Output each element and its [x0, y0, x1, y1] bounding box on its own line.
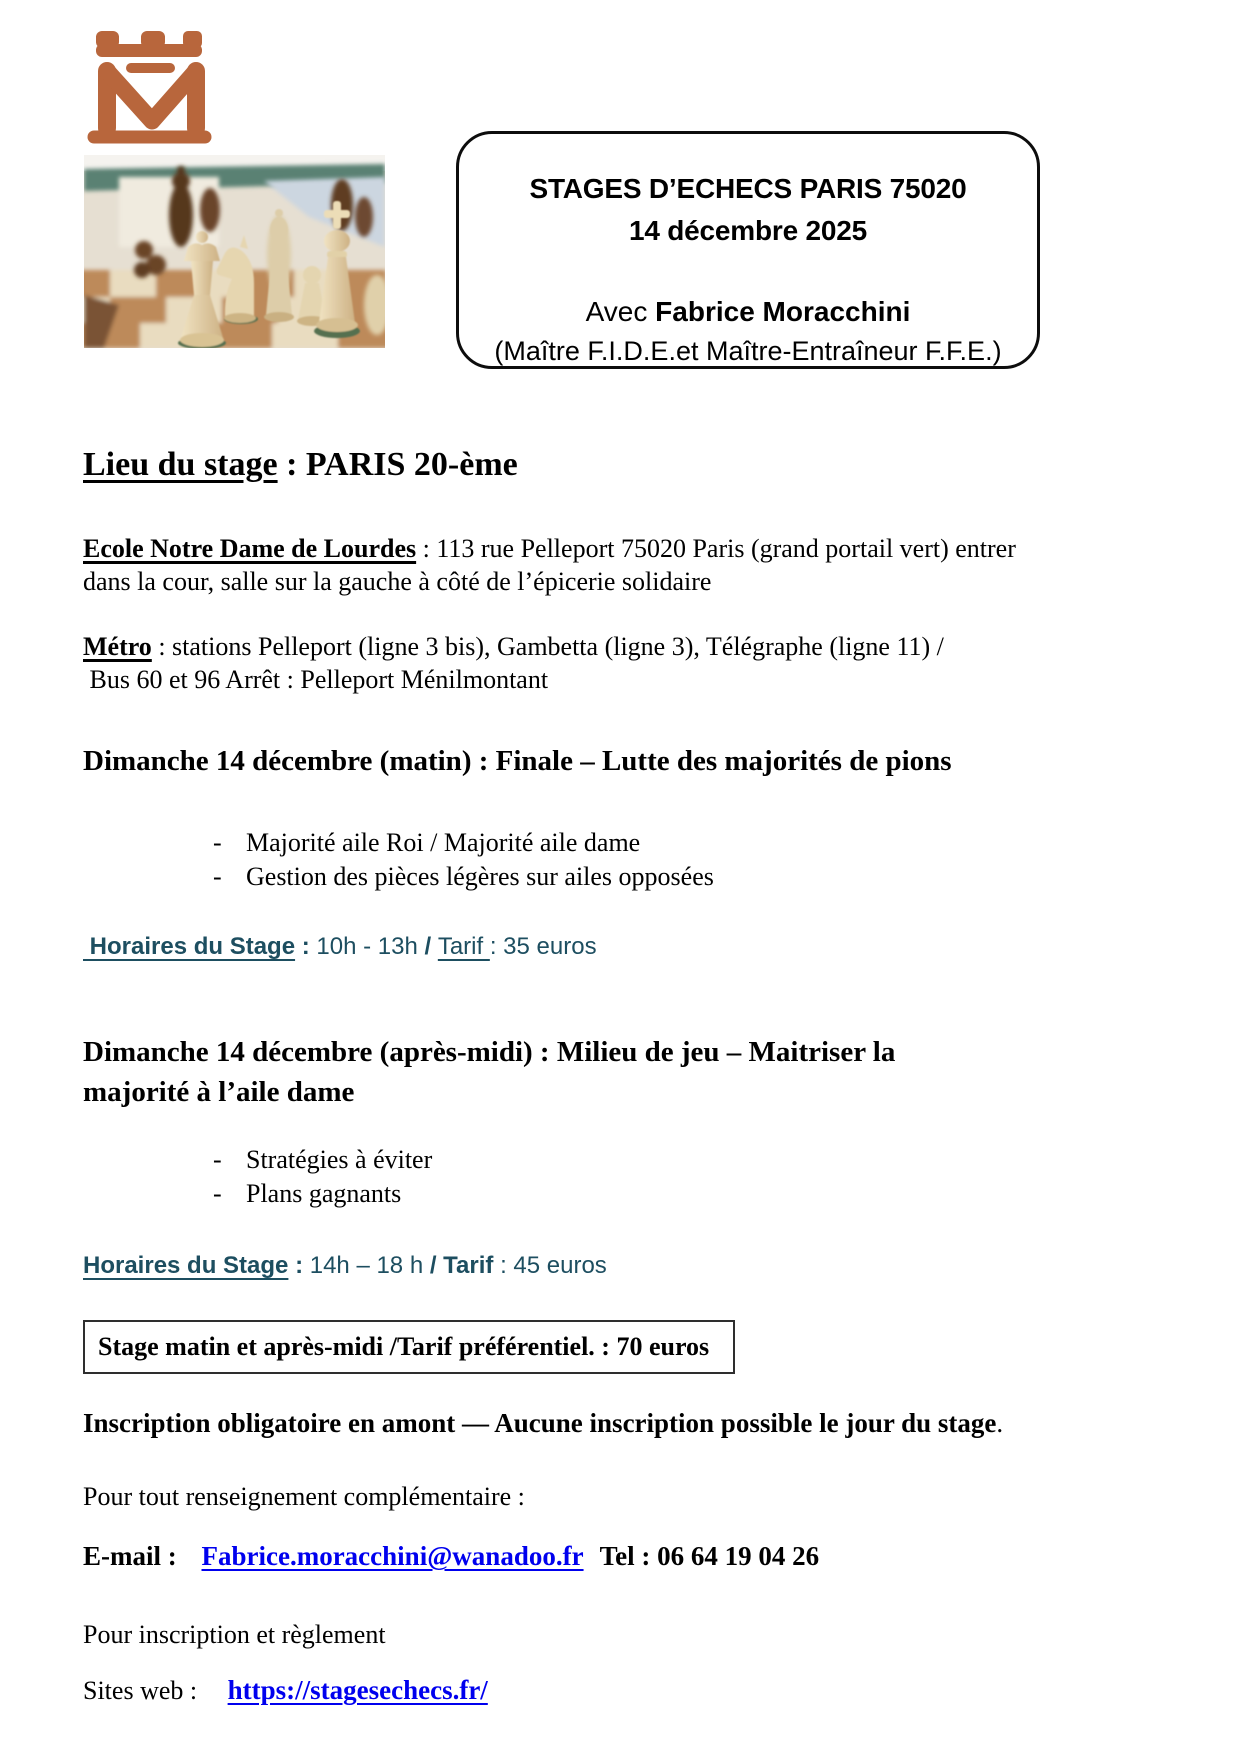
topic-text: Majorité aile Roi / Majorité aile dame [246, 828, 641, 857]
lieu-label: Lieu du stage [83, 446, 278, 483]
email-link[interactable]: Fabrice.moracchini@wanadoo.fr [201, 1541, 584, 1571]
topic-text: Plans gagnants [246, 1179, 402, 1208]
time-range: 14h – 18 h [309, 1252, 430, 1279]
instructor-name: Fabrice Moracchini [655, 296, 911, 327]
contact-line [83, 1541, 819, 1572]
website-link[interactable]: https://stagesechecs.fr/ [227, 1675, 488, 1705]
list-item [213, 860, 714, 894]
bullet-dash: - [213, 1145, 222, 1174]
school-address-line2: dans la cour, salle sur la gauche à côté de l’épicerie solidaire [83, 567, 712, 596]
afternoon-topics-list [213, 1143, 432, 1211]
info-line: Pour tout renseignement complémentaire : [83, 1482, 525, 1511]
event-date: 14 décembre 2025 [628, 215, 868, 246]
colon: : [288, 1252, 310, 1279]
slash: / [424, 933, 438, 960]
instructor-line [459, 292, 1037, 332]
bullet-dash: - [213, 862, 222, 891]
time-range: 10h - 13h [316, 933, 425, 960]
lieu-value: : PARIS 20-ème [277, 446, 518, 483]
afternoon-schedule-line [83, 1252, 607, 1280]
metro-label: Métro [83, 632, 152, 661]
school-name: Ecole Notre Dame de Lourdes [83, 534, 417, 563]
topic-text: Gestion des pièces légères sur ailes opposées [246, 862, 714, 891]
morning-schedule-line [83, 933, 597, 961]
tarif-value: : 35 euros [489, 933, 597, 960]
avec-text: Avec [585, 296, 656, 327]
period: . [996, 1408, 1004, 1438]
bullet-dash: - [213, 1179, 222, 1208]
email-label: E-mail : [83, 1541, 184, 1571]
slash-tarif-label: / Tarif [429, 1252, 494, 1279]
mandatory-registration-line [83, 1408, 1003, 1439]
afternoon-heading-line2: majorité à l’aile dame [83, 1076, 355, 1108]
websites-line [83, 1674, 488, 1707]
phone-number: Tel : 06 64 19 04 26 [599, 1541, 820, 1571]
combined-tarif-text: Stage matin et après-midi /Tarif préférentiel. : 70 euros [98, 1332, 710, 1361]
list-item [213, 1177, 432, 1211]
club-logo-crowned-m-icon [86, 28, 214, 148]
instructor-credentials: (Maître F.I.D.E.et Maître-Entraîneur F.F.E.) [494, 336, 1002, 366]
payment-line: Pour inscription et règlement [83, 1620, 386, 1649]
colon: : [295, 933, 317, 960]
section-heading-morning: Dimanche 14 décembre (matin) : Finale – Lutte des majorités de pions [83, 745, 952, 777]
metro-stations: : stations Pelleport (ligne 3 bis), Gambetta (ligne 3), Télégraphe (ligne 11) / [151, 632, 944, 661]
combined-tarif-box [83, 1320, 735, 1374]
afternoon-heading-line1: Dimanche 14 décembre (après-midi) : Milieu de jeu – Maitriser la [83, 1036, 896, 1068]
bullet-dash: - [213, 828, 222, 857]
list-item [213, 826, 714, 860]
transport-paragraph [83, 630, 1163, 696]
topic-text: Stratégies à éviter [246, 1145, 433, 1174]
school-address-paragraph [83, 532, 1163, 598]
tarif-value: : 45 euros [493, 1252, 607, 1279]
tarif-label: Tarif [437, 933, 490, 960]
sites-label: Sites web : [83, 1676, 204, 1705]
school-address: : 113 rue Pelleport 75020 Paris (grand portail vert) entrer [416, 534, 1016, 563]
mandatory-registration-text: Inscription obligatoire en amont — Aucune inscription possible le jour du stage [83, 1408, 997, 1438]
list-item [213, 1143, 432, 1177]
chess-pieces-photo [84, 155, 385, 348]
morning-topics-list [213, 826, 714, 894]
header-box [456, 131, 1040, 369]
horaires-label: Horaires du Stage [83, 933, 296, 960]
event-title: STAGES D’ECHECS PARIS 75020 [529, 173, 967, 204]
section-heading-lieu [83, 446, 518, 484]
bus-line: Bus 60 et 96 Arrêt : Pelleport Ménilmontant [83, 665, 549, 694]
section-heading-afternoon [83, 1032, 895, 1112]
horaires-label: Horaires du Stage [83, 1252, 289, 1279]
